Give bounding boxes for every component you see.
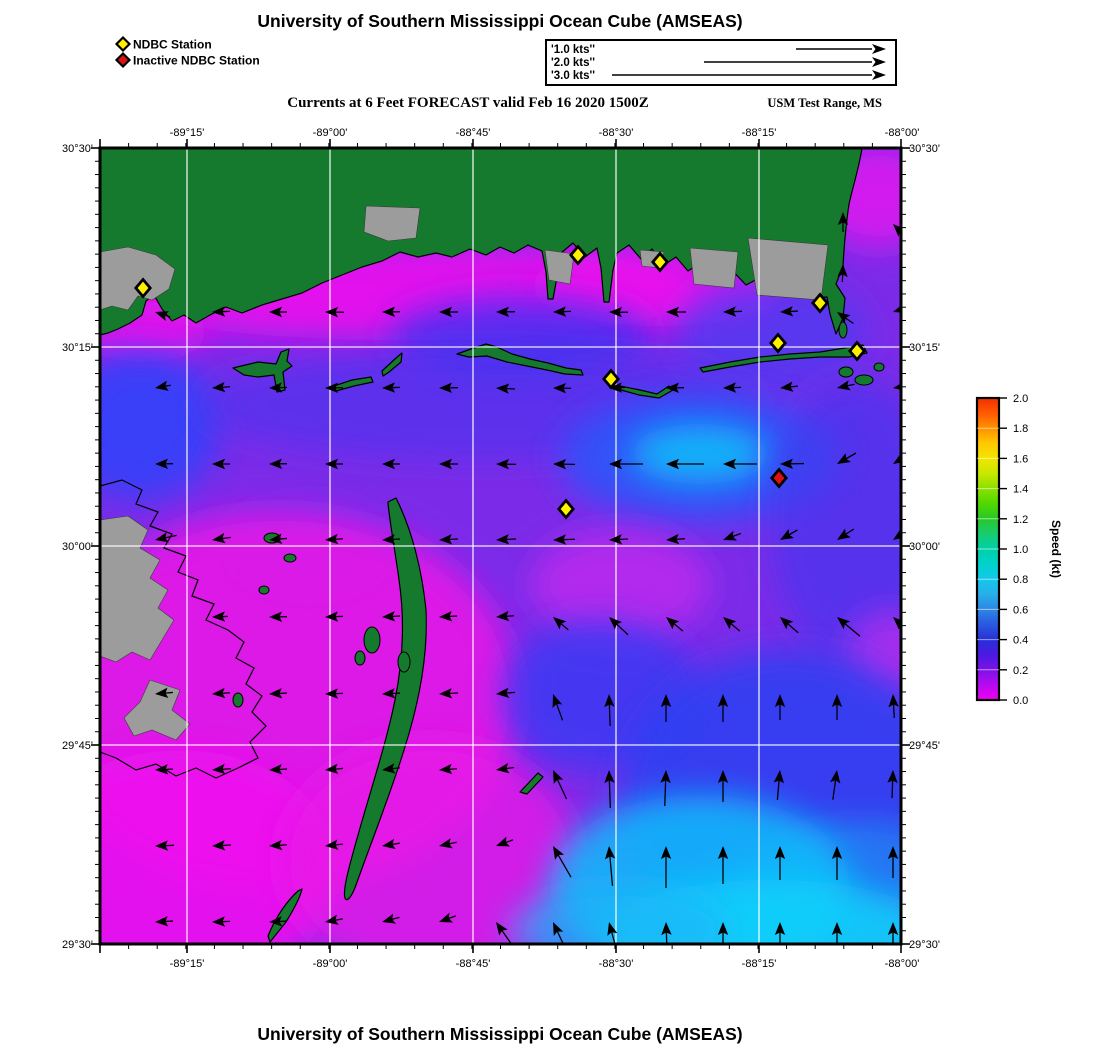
- axis-tick-label-right: 30°15': [909, 342, 940, 354]
- axis-tick-label-top: -88°30': [598, 127, 634, 139]
- axis-tick-label-top: -88°00': [884, 127, 920, 139]
- colorbar-tick-label: 1.8: [1013, 423, 1029, 436]
- axis-tick-label-top: -88°45': [455, 127, 491, 139]
- colorbar-tick-label: 0.0: [1013, 695, 1029, 707]
- colorbar-tick-label: 2.0: [1013, 393, 1029, 405]
- inactive-ndbc-station-label: Inactive NDBC Station: [133, 53, 260, 68]
- colorbar-tick-label: 1.0: [1013, 544, 1029, 556]
- ndbc-station-label: NDBC Station: [133, 37, 212, 52]
- islet: [839, 322, 847, 338]
- inactive-ndbc-station-diamond-icon: [117, 54, 130, 67]
- footer-title: University of Southern Mississippi Ocean Cube (AMSEAS): [257, 1024, 743, 1044]
- axis-tick-label-top: -89°15': [169, 127, 205, 139]
- colorbar-layer: [977, 393, 1028, 707]
- station-legend: [117, 38, 260, 68]
- marsh-gray-patch: [748, 238, 828, 300]
- forecast-subtitle: Currents at 6 Feet FORECAST valid Feb 16 2020 1500Z: [287, 95, 649, 111]
- colorbar-title: Speed (kt): [1049, 519, 1063, 579]
- islet: [259, 586, 269, 594]
- axis-tick-label-left: 29°45': [62, 740, 93, 752]
- colorbar-tick-label: 0.6: [1013, 604, 1029, 617]
- axis-tick-label-bottom: -88°15': [741, 958, 777, 970]
- scale-2kt-label: '2.0 kts'': [551, 57, 596, 69]
- speed-field-blob: [770, 380, 940, 660]
- scale-3kt-label: '3.0 kts'': [551, 70, 596, 82]
- colorbar-tick-label: 1.2: [1013, 513, 1029, 526]
- speed-field-blob: [60, 350, 220, 500]
- axis-tick-label-bottom: -89°00': [312, 958, 348, 970]
- islet: [398, 652, 410, 672]
- region-label: USM Test Range, MS: [767, 96, 882, 110]
- axis-tick-label-left: 29°30': [62, 939, 93, 951]
- colorbar-tick-label: 1.6: [1013, 453, 1029, 466]
- marsh-gray-patch: [690, 248, 738, 288]
- colorbar-tick-label: 0.2: [1013, 664, 1029, 677]
- islet: [284, 554, 296, 562]
- axis-tick-label-bottom: -88°30': [598, 958, 634, 970]
- scale-1kt-label: '1.0 kts'': [551, 44, 596, 56]
- velocity-scale-box: [546, 40, 896, 85]
- axis-tick-label-right: 29°45': [909, 740, 940, 752]
- axis-tick-label-left: 30°00': [62, 541, 93, 553]
- ndbc-station-diamond-icon: [117, 38, 130, 51]
- page-title: University of Southern Mississippi Ocean Cube (AMSEAS): [257, 11, 743, 31]
- colorbar-tick-label: 0.8: [1013, 574, 1029, 587]
- islet: [874, 363, 884, 371]
- colorbar-tick-label: 1.4: [1013, 483, 1029, 496]
- axis-tick-label-bottom: -88°45': [455, 958, 491, 970]
- islet: [364, 627, 380, 653]
- axis-tick-label-right: 29°30': [909, 939, 940, 951]
- islet: [355, 651, 365, 665]
- axis-tick-label-top: -88°15': [741, 127, 777, 139]
- islet: [233, 693, 243, 707]
- axis-tick-label-bottom: -88°00': [884, 958, 920, 970]
- axis-tick-label-bottom: -89°15': [169, 958, 205, 970]
- axis-tick-label-top: -89°00': [312, 127, 348, 139]
- axis-tick-label-left: 30°30': [62, 143, 93, 155]
- speed-field-blob: [630, 424, 770, 484]
- islet: [839, 367, 853, 377]
- islet: [855, 375, 873, 385]
- axis-tick-label-right: 30°00': [909, 541, 940, 553]
- colorbar-tick-label: 0.4: [1013, 634, 1029, 647]
- axis-tick-label-left: 30°15': [62, 342, 93, 354]
- axis-tick-label-right: 30°30': [909, 143, 940, 155]
